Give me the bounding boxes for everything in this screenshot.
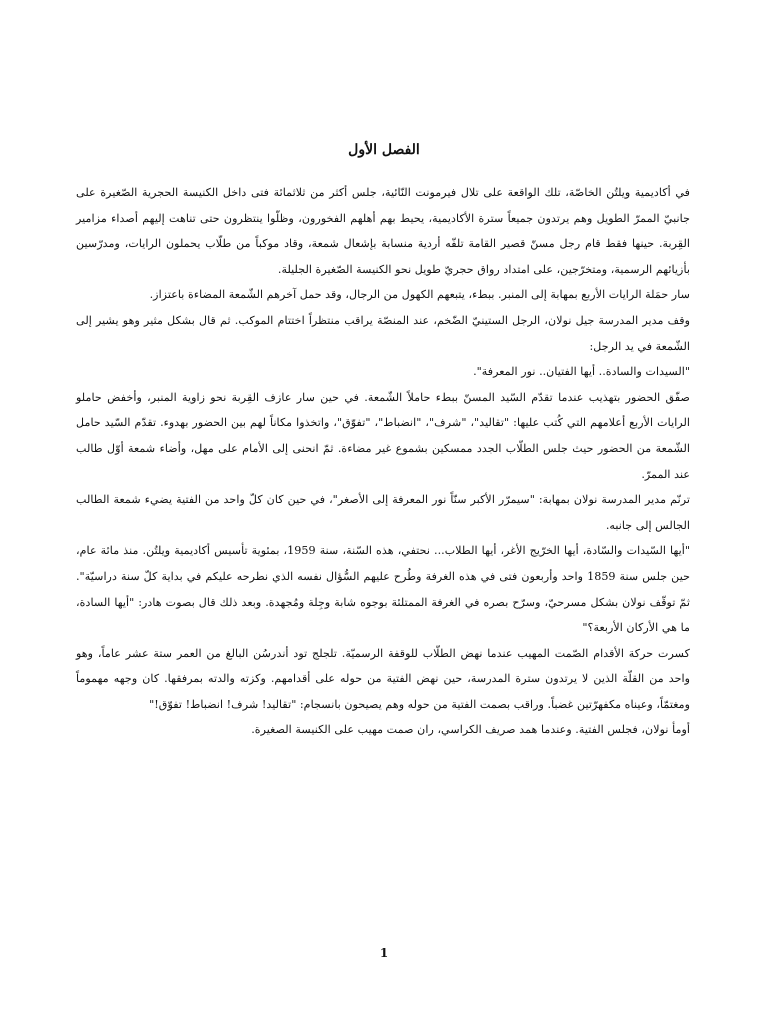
paragraph: "السيدات والسادة.. أيها الفتيان.. نور المعرفة". <box>473 365 690 379</box>
paragraph: صفّق الحضور بتهذيب عندما تقدّم السّيد المسنّ ببطء حاملاً الشّمعة. في حين سار عازف القِربة نحو زاوية المنبر، وأخفض حاملو الرايات الأربع أعلامهم التي كُتب عليها: "تقاليد"، "شرف"، "انضباط"، "تفوّق"، واتخذوا مكاناً لهم بين الحضور بهدوء. تقدّم السّيد حامل الشّمعة من الحضور حيث جلس الطلّاب الجدد ممسكين بشموع غير مضاءة. ثمّ انحنى إلى الأمام على مهل، وأضاء شمعة أوّل طالب عند الممرّ. <box>76 390 690 481</box>
paragraph: ترنّم مدير المدرسة نولان بمهابة: "سيمرّر الأكبر سنّاً نور المعرفة إلى الأصغر"، في حين كان كلّ واحد من الفتية يضيء شمعة الطالب الجالس إلى جانبه. <box>76 493 690 532</box>
paragraph: أومأ نولان، فجلس الفتية. وعندما همد صريف الكراسي، ران صمت مهيب على الكنيسة الصغيرة. <box>251 723 690 737</box>
paragraph: سار حمَلة الرايات الأربع بمهابة إلى المنبر. ببطء، يتبعهم الكهول من الرجال، وقد حمل آخرهم الشّمعة المضاءة باعتزاز. <box>149 288 690 302</box>
paragraph: "أيها السّيدات والسّادة، أيها الخرّيج الأغر، أيها الطلاب... نحتفي، هذه السّنة، سنة 1959، بمئوية تأسيس أكاديمية ويلتُن. منذ مائة عام، حين جلس سنة 1859 واحد وأربعون فتى في هذه الغرفة وطُرح عليهم السُّؤال نفسه الذي نطرحه عليكم في بداية كلّ سنة دراسيّة". ثمّ توقّف نولان بشكل مسرحيّ، وسرّح بصره في الغرفة الممتلئة بوجوه شابة وجِلة ومُجهدة. وبعد ذلك قال بصوت هادر: "أيها السادة، ما هي الأركان الأربعة؟" <box>76 544 690 635</box>
page-number: 1 <box>379 946 389 960</box>
paragraph: كسرت حركة الأقدام الصّمت المهيب عندما نهض الطلّاب للوقفة الرسميّة. تلجلج تود أندرسُن البالغ من العمر ستة عشر عاماً، وهو واحد من القلّة الذين لا يرتدون سترة المدرسة، حين نهض الفتية من حوله على أقدامهم. وكزته والدته بمرفقها. كان وجهه مهموماً ومغتمّاً، وعيناه مكفهرّتين غضباً. وراقب بصمت الفتية من حوله وهم يصيحون بانسجام: "تقاليد! شرف! انضباط! تفوّق!" <box>76 646 690 711</box>
paragraph: وقف مدير المدرسة جيل نولان، الرجل الستينيّ الضّخم، عند المنصّة يراقب منتظراً اختتام الموكب. ثم قال بشكل مثير وهو يشير إلى الشّمعة في يد الرجل: <box>76 313 690 353</box>
paragraph: في أكاديمية ويلتُن الخاصّة، تلك الواقعة على تلال فيرمونت النّائية، جلس أكثر من ثلاثمائة فتى داخل الكنيسة الحجرية الصّغيرة على جانبيّ الممرّ الطويل وهم يرتدون جميعاً سترة الأكاديمية، يحيط بهم أهلهم الفخورون، وظلّوا ينتظرون حتى تناهت إليهم أصداء مزامير القِربة. حينها فقط قام رجل مسنّ قصير القامة تلفّه أردية منسابة بإشعال شمعة، وقاد موكباً من طلّاب يحملون الرايات، ومدرّسين بأزيائهم الرسمية، ومتخرّجين، على امتداد رواق حجريّ طويل نحو الكنيسة الصّغيرة الجليلة. <box>76 186 690 276</box>
body-text <box>76 180 690 743</box>
chapter-title: الفصل الأول <box>348 142 420 158</box>
